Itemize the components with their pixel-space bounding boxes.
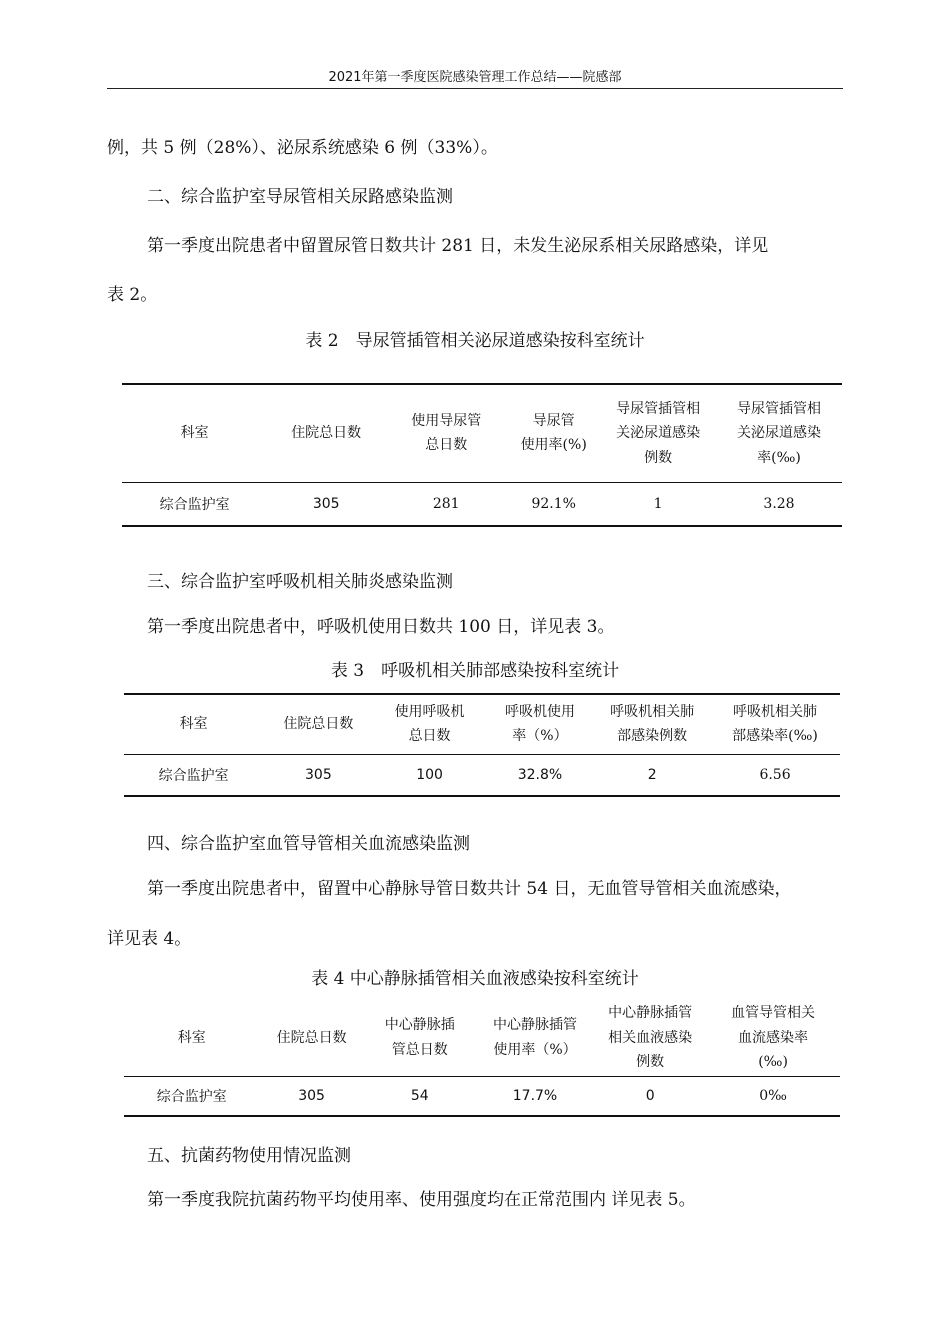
paragraph-4-line2: 详见表 4。 [107, 929, 192, 949]
table3-cell-4: 2 [647, 766, 657, 783]
table3-cell-0: 综合监护室 [158, 767, 229, 784]
section-heading-3: 三、综合监护室呼吸机相关肺炎感染监测 [147, 572, 453, 592]
table4-header-3-line-0: 中心静脉插管 [493, 1017, 577, 1034]
table2-header-5-line-0: 导尿管插管相 [736, 400, 821, 417]
table2-header-3-line-1: 使用率(%) [520, 437, 587, 454]
table4-cell-1: 305 [298, 1087, 325, 1104]
table2-header-5-line-2: 率(‰) [757, 449, 801, 466]
table2-cell-0: 综合监护室 [159, 496, 230, 513]
header-rule [107, 88, 843, 89]
table3-cell-5: 6.56 [759, 766, 791, 783]
table2-header-0-line-0: 科室 [180, 425, 209, 441]
table-row [122, 482, 842, 526]
table4-cell-0: 综合监护室 [156, 1088, 227, 1105]
table4-header-4-line-1: 相关血液感染 [608, 1029, 693, 1046]
table3-header-5 [710, 694, 840, 754]
section-heading-2: 二、综合监护室导尿管相关尿路感染监测 [147, 187, 453, 207]
table3-header-3-line-0: 呼吸机使用 [504, 703, 575, 720]
table3-header-2 [373, 694, 485, 754]
section-heading-4: 四、综合监护室血管导管相关血流感染监测 [147, 834, 470, 854]
table2-header-1 [267, 384, 385, 482]
table3-header-2-line-1: 总日数 [408, 728, 451, 745]
table3-header-3-line-1: 率（%） [512, 728, 568, 745]
table3-header-3 [486, 694, 595, 754]
table2-caption: 表 2 导尿管插管相关泌尿道感染按科室统计 [305, 331, 645, 351]
table2-cell-5: 3.28 [763, 495, 795, 512]
table2 [122, 383, 842, 527]
page-header: 2021年第一季度医院感染管理工作总结——院感部 [328, 70, 622, 85]
table2-header-5 [716, 384, 842, 482]
table4-header-2 [364, 1000, 476, 1076]
table4-caption: 表 4 中心静脉插管相关血液感染按科室统计 [311, 969, 639, 989]
table4-header-5-line-1: 血流感染率 [738, 1029, 809, 1046]
section-heading-5: 五、抗菌药物使用情况监测 [147, 1146, 351, 1166]
table2-header-3-line-0: 导尿管 [532, 412, 575, 429]
table3-caption: 表 3 呼吸机相关肺部感染按科室统计 [330, 661, 620, 681]
table-row [124, 754, 840, 796]
table4-cell-3: 17.7% [512, 1087, 558, 1104]
table-header-row [124, 1000, 840, 1076]
table3-header-4 [594, 694, 710, 754]
table3-header-2-line-0: 使用呼吸机 [394, 703, 465, 720]
table4-header-4-line-2: 例数 [636, 1054, 665, 1070]
table2-cell-4: 1 [653, 495, 663, 512]
table3-header-5-line-0: 呼吸机相关肺 [733, 703, 818, 720]
table4-header-5 [706, 1000, 840, 1076]
table4-header-5-line-2: (‰) [758, 1054, 788, 1070]
table4-header-2-line-0: 中心静脉插 [384, 1017, 455, 1034]
table4-header-5-line-0: 血管导管相关 [731, 1005, 816, 1021]
paragraph-5: 第一季度我院抗菌药物平均使用率、使用强度均在正常范围内 详见表 5。 [147, 1190, 696, 1210]
table3-header-1-line-0: 住院总日数 [283, 716, 354, 732]
table3-header-4-line-1: 部感染例数 [617, 728, 688, 745]
table2-header-0 [122, 384, 267, 482]
table2-header-4-line-0: 导尿管插管相 [616, 400, 701, 417]
paragraph-4-line1: 第一季度出院患者中，留置中心静脉导管日数共计 54 日，无血管导管相关血流感染， [147, 879, 792, 899]
table2-header-5-line-1: 关泌尿道感染 [736, 425, 821, 441]
table2-header-2-line-1: 总日数 [425, 437, 468, 454]
table4-cell-2: 54 [410, 1087, 429, 1104]
paragraph-3: 第一季度出院患者中，呼吸机使用日数共 100 日，详见表 3。 [147, 617, 615, 637]
table-header-row [124, 694, 840, 754]
table3-header-5-line-1: 部感染率(‰) [732, 728, 818, 745]
table2-header-1-line-0: 住院总日数 [291, 425, 362, 441]
table4-header-4-line-0: 中心静脉插管 [608, 1005, 693, 1021]
table4-header-0 [124, 1000, 259, 1076]
table3-header-1 [263, 694, 373, 754]
table2-header-2 [385, 384, 507, 482]
paragraph-continuation: 例，共 5 例（28%）、泌尿系统感染 6 例（33%）。 [107, 138, 498, 158]
table-header-row [122, 384, 842, 482]
table4-header-3 [476, 1000, 594, 1076]
table3 [124, 693, 840, 797]
table3-header-0 [124, 694, 263, 754]
table2-header-4 [600, 384, 716, 482]
table2-cell-1: 305 [312, 495, 340, 512]
table-row [124, 1076, 840, 1116]
table4 [124, 1000, 840, 1117]
table4-header-3-line-1: 使用率（%） [493, 1041, 577, 1058]
table4-cell-5: 0‰ [759, 1087, 787, 1104]
table4-header-1 [259, 1000, 363, 1076]
table3-cell-1: 305 [305, 766, 332, 783]
table3-header-4-line-0: 呼吸机相关肺 [610, 703, 695, 720]
table4-header-2-line-1: 管总日数 [391, 1041, 448, 1058]
paragraph-2-line1: 第一季度出院患者中留置尿管日数共计 281 日，未发生泌尿系相关尿路感染，详见 [147, 236, 769, 256]
table2-header-3 [507, 384, 600, 482]
table4-header-1-line-0: 住院总日数 [276, 1029, 347, 1046]
table2-header-4-line-2: 例数 [644, 449, 673, 466]
table3-cell-2: 100 [416, 766, 443, 783]
table4-cell-4: 0 [645, 1087, 655, 1104]
table3-header-0-line-0: 科室 [179, 716, 208, 732]
table2-header-4-line-1: 关泌尿道感染 [616, 425, 701, 441]
table2-cell-2: 281 [432, 495, 460, 512]
table2-header-2-line-0: 使用导尿管 [411, 412, 482, 429]
table2-cell-3: 92.1% [531, 495, 576, 512]
table4-header-0-line-0: 科室 [177, 1029, 206, 1046]
table3-cell-3: 32.8% [517, 766, 563, 783]
table4-header-4 [594, 1000, 706, 1076]
paragraph-2-line2: 表 2。 [107, 285, 158, 305]
